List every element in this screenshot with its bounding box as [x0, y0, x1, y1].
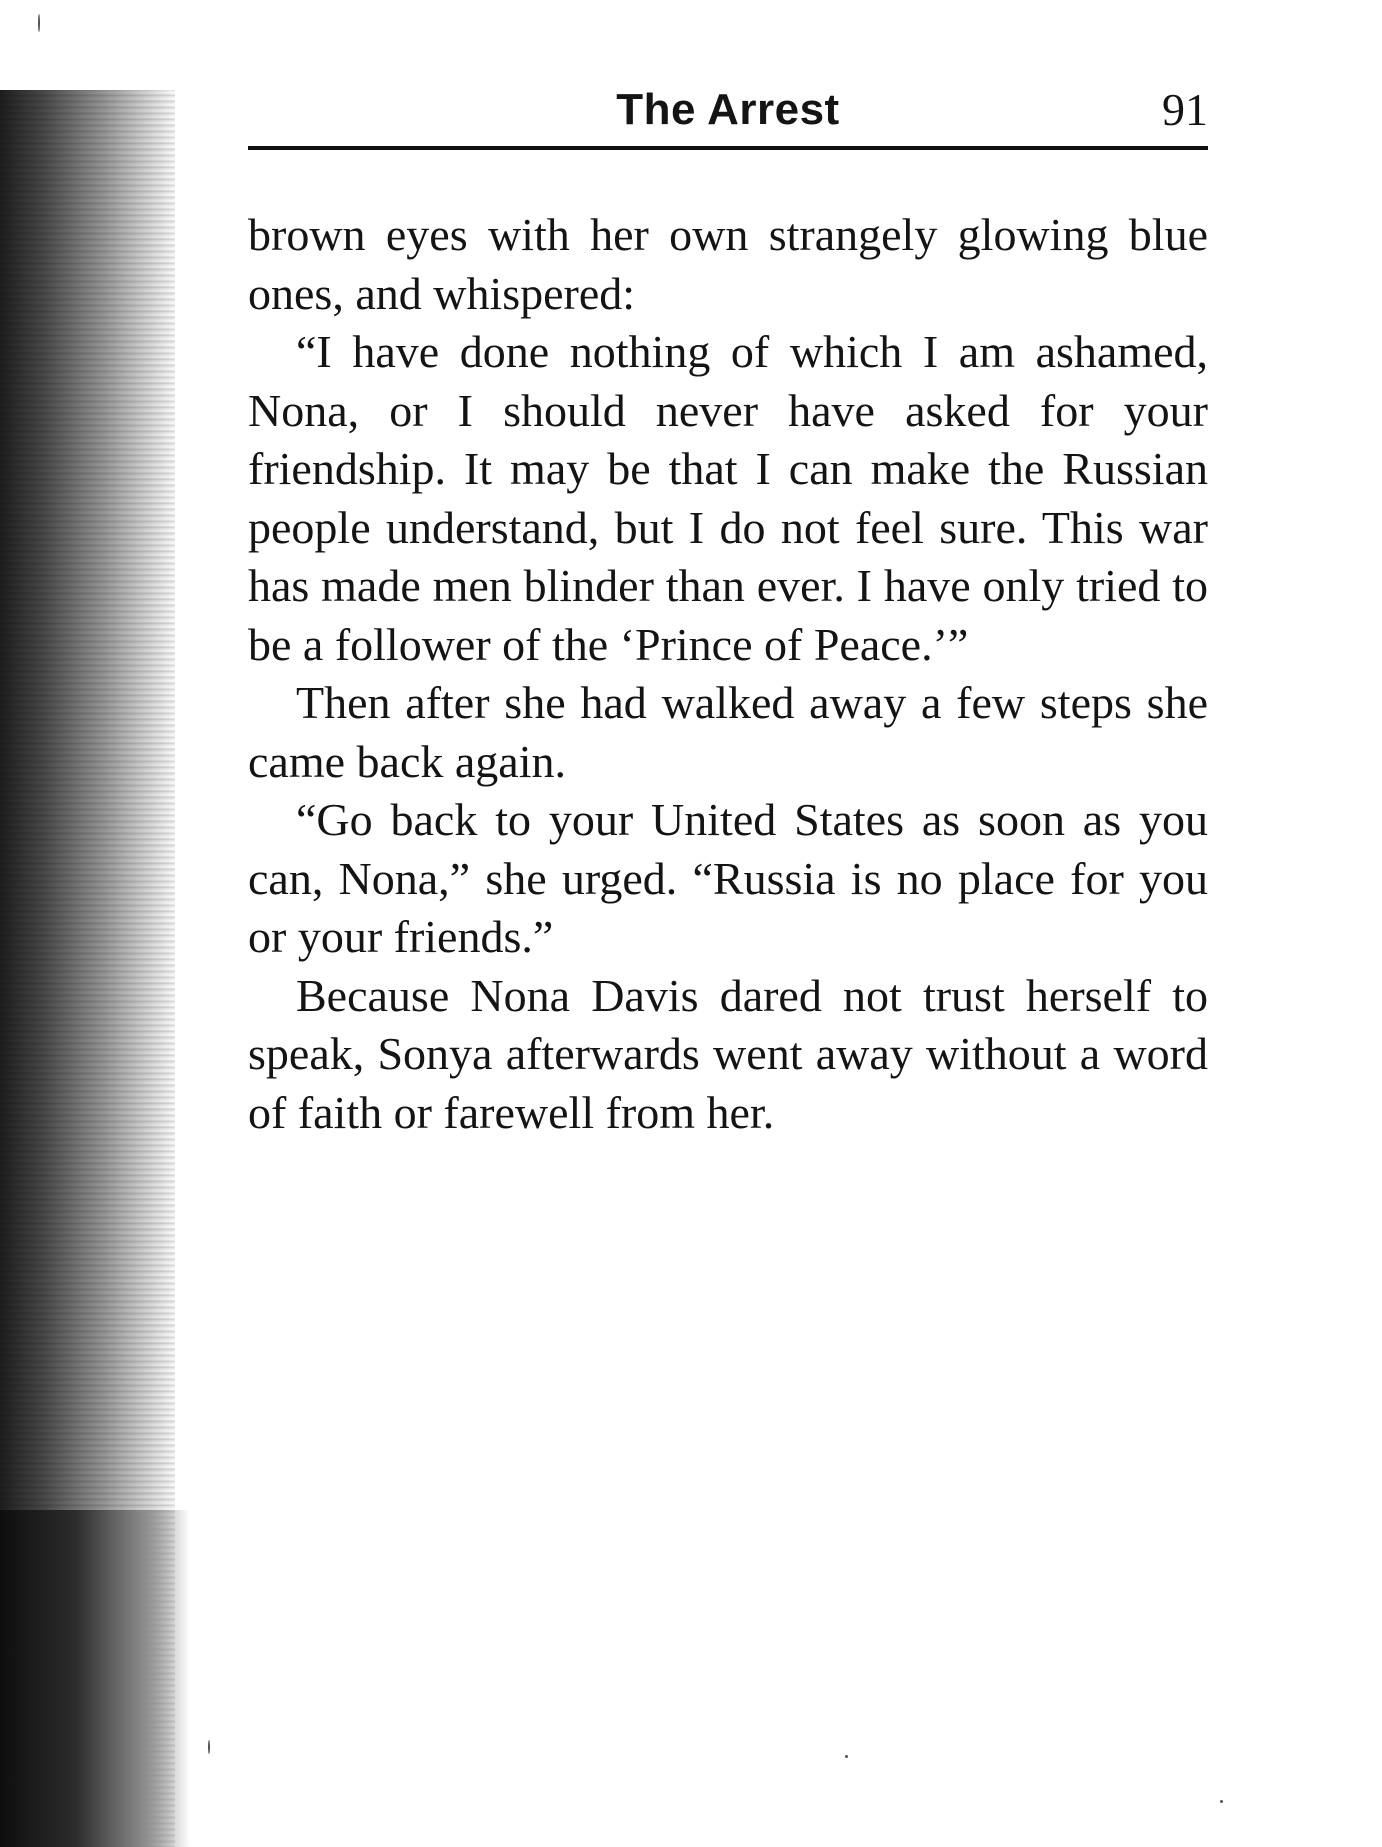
- scan-speck: [1220, 1800, 1223, 1803]
- running-title: The Arrest: [616, 85, 840, 134]
- paragraph: brown eyes with her own strangely glowing blue ones, and whispered:: [248, 209, 1208, 319]
- body-text: [248, 206, 1208, 1142]
- paragraph: Because Nona Davis dared not trust herself to speak, Sonya afterwards went away without a word of faith or farewell from her.: [248, 969, 1208, 1138]
- paragraph: “Go back to your United States as soon as you can, Nona,” she urged. “Russia is no place for you or your friends.”: [248, 794, 1208, 962]
- scan-speck: [38, 14, 40, 32]
- page-number: 91: [1162, 84, 1208, 135]
- scan-gutter-shadow-lower: [0, 1510, 190, 1847]
- header-rule: [248, 146, 1208, 150]
- scan-speck: [845, 1755, 848, 1758]
- paragraph: Then after she had walked away a few steps she came back again.: [248, 677, 1208, 787]
- paragraph: “I have done nothing of which I am ashamed, Nona, or I should never have asked for your friendship. It may be that I can make the Russian people understand, but I do not feel sure. This war has made men blinder than ever. I have only tried to be a follower of the ‘Prince of Peace.’”: [248, 326, 1208, 670]
- scan-speck: [208, 1740, 210, 1754]
- page-header: [248, 80, 1208, 150]
